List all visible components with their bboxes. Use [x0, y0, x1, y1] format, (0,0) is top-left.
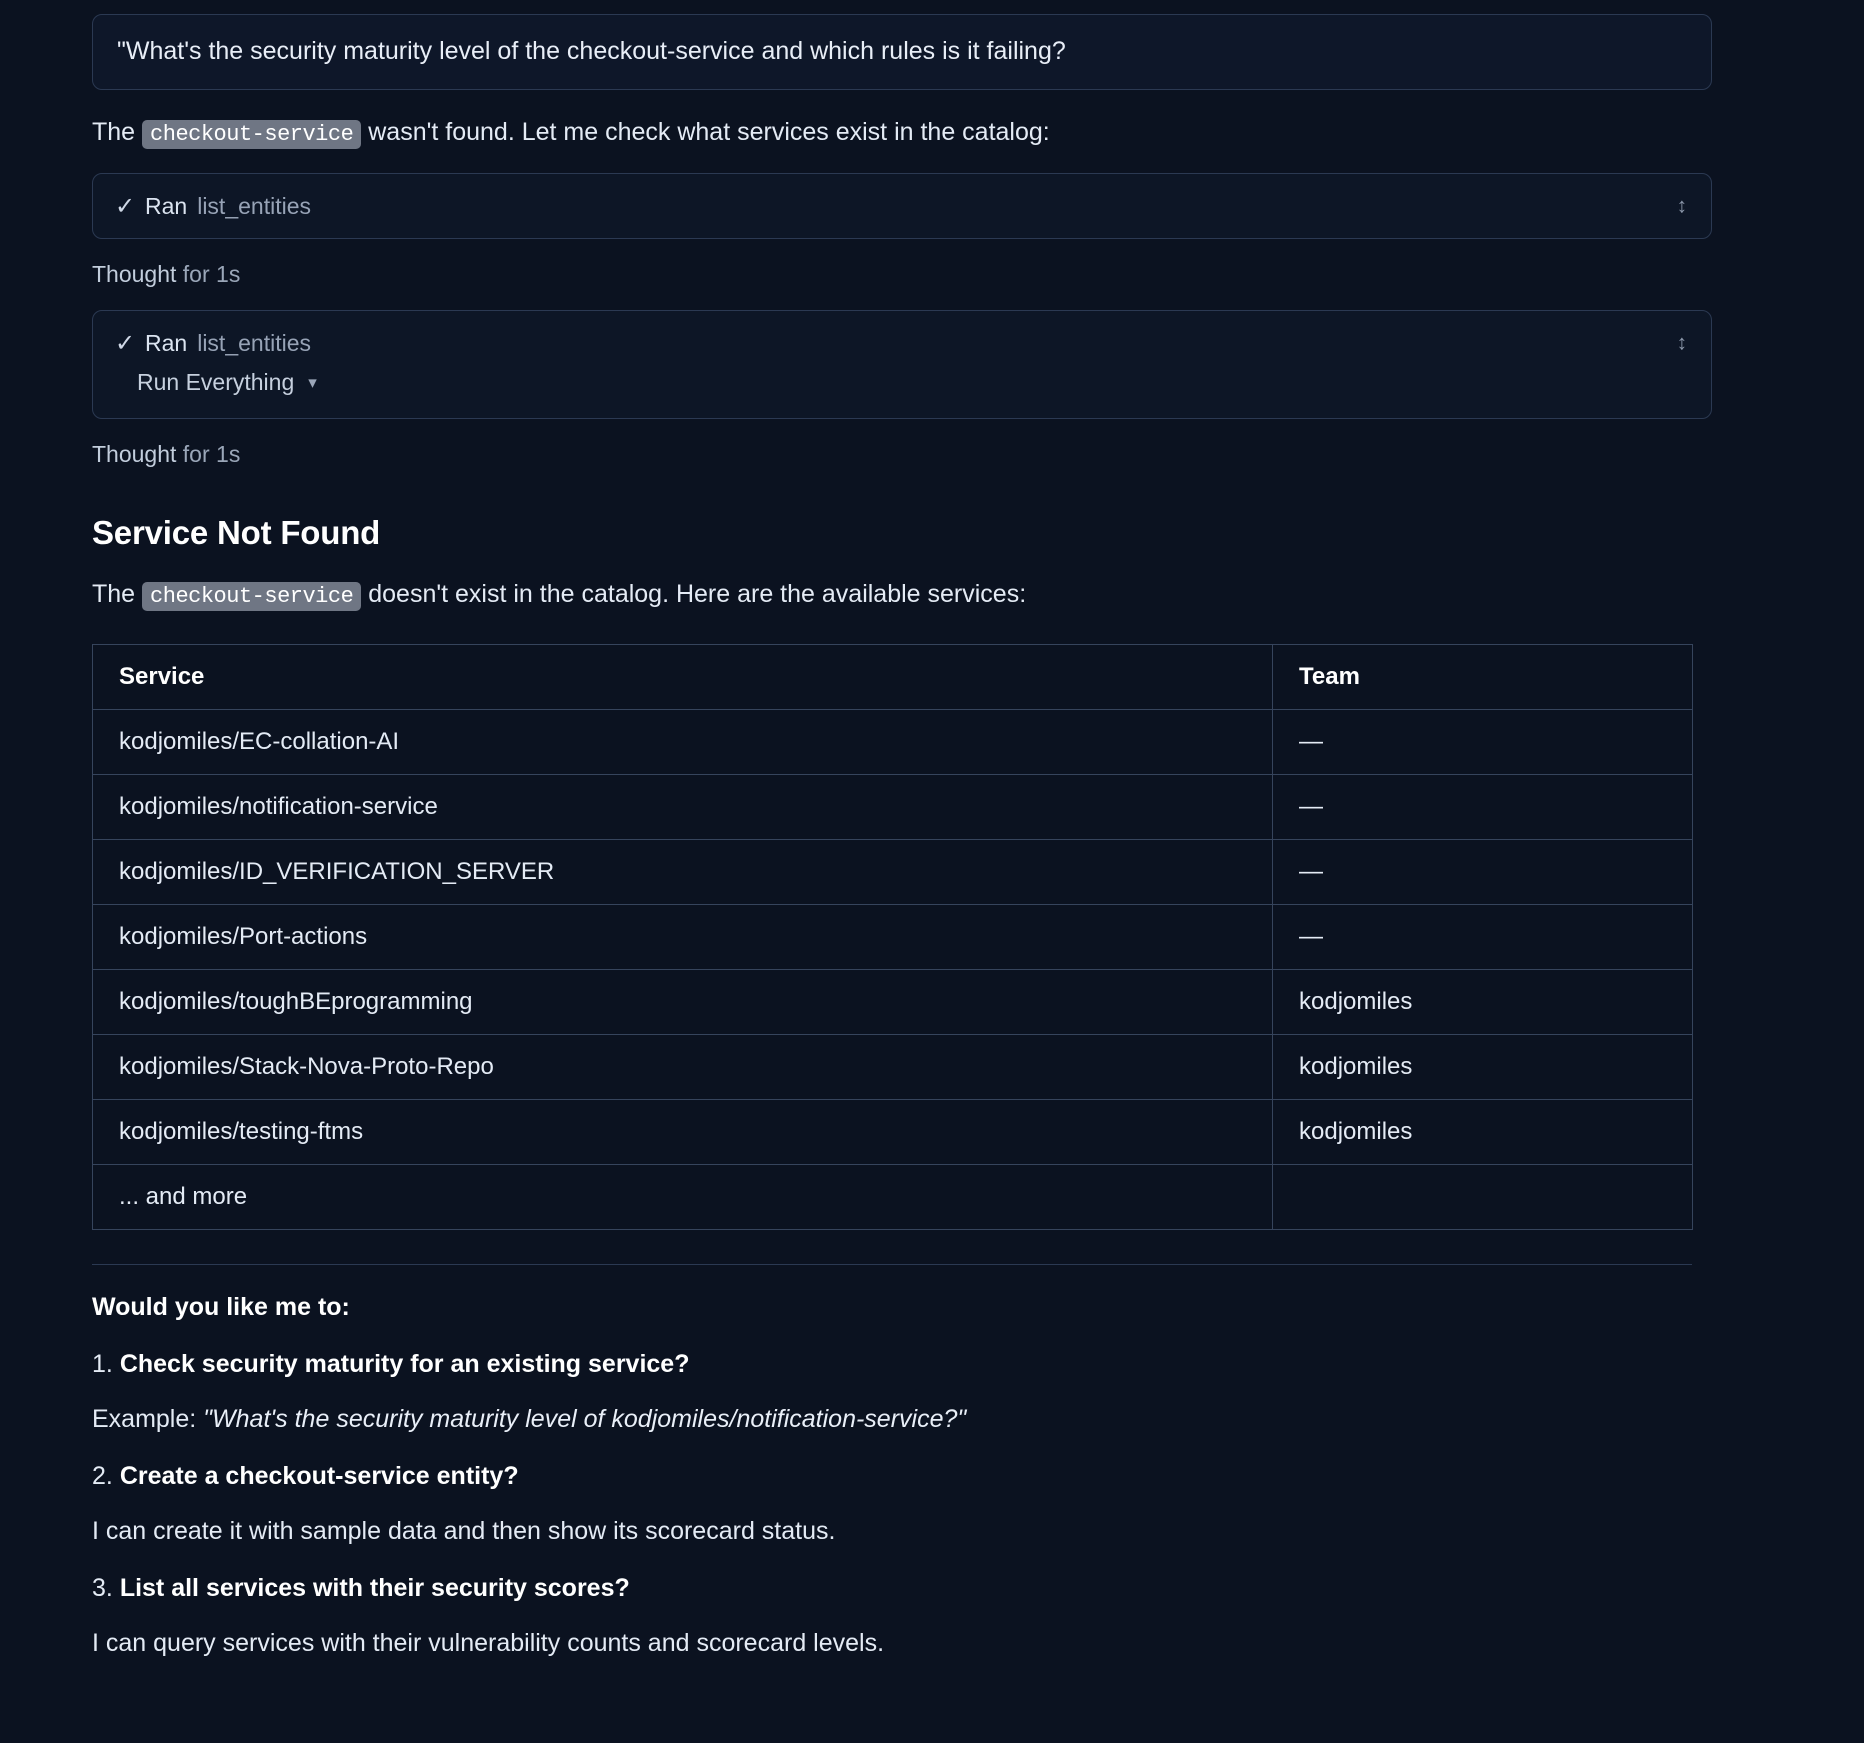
tool-call-header-2[interactable]: [115, 311, 1689, 375]
section-description: [92, 576, 1712, 614]
user-quote-text: "What's the security maturity level of the checkout-service and which rules is it failing?: [117, 37, 1066, 65]
chevron-updown-icon[interactable]: ↕: [1676, 331, 1687, 355]
divider: [92, 1264, 1692, 1265]
followup-item-2: [92, 1462, 1712, 1491]
services-table: [92, 644, 1693, 1230]
thought-label-1: Thought: [92, 261, 177, 288]
followup-number-1: 1.: [92, 1349, 113, 1378]
transcript-content: [92, 0, 1712, 1743]
tool-ran-label-1: Ran: [145, 192, 188, 219]
followup-item-3: [92, 1574, 1712, 1603]
check-icon: ✓: [115, 192, 136, 220]
column-header-team: Team: [1273, 644, 1693, 709]
cell-service: kodjomiles/notification-service: [93, 774, 1273, 839]
cell-service: kodjomiles/toughBEprogramming: [93, 969, 1273, 1034]
thought-status-2: [92, 441, 1712, 468]
chevron-down-icon[interactable]: ▾: [308, 372, 317, 392]
tool-name-2: list_entities: [197, 329, 311, 356]
followup-detail-3: I can query services with their vulnerability counts and scorecard levels.: [92, 1628, 885, 1657]
check-icon: ✓: [115, 329, 136, 357]
tool-call-card-1[interactable]: [92, 173, 1712, 239]
cell-team: —: [1273, 774, 1693, 839]
cell-service: kodjomiles/ID_VERIFICATION_SERVER: [93, 839, 1273, 904]
chevron-updown-icon[interactable]: ↕: [1676, 194, 1687, 218]
intro-paragraph: [92, 114, 1712, 152]
example-label: Example:: [92, 1404, 197, 1433]
section-title: Service Not Found: [92, 514, 381, 552]
inline-code-checkout-service: checkout-service: [142, 120, 361, 149]
tool-call-header-1[interactable]: [115, 174, 1689, 238]
cell-service: kodjomiles/EC-collation-AI: [93, 709, 1273, 774]
cell-team: —: [1273, 904, 1693, 969]
run-everything-label: Run Everything: [137, 369, 295, 396]
followup-number-3: 3.: [92, 1573, 113, 1602]
followup-detail-2: I can create it with sample data and then show its scorecard status.: [92, 1516, 836, 1545]
example-text: "What's the security maturity level of kodjomiles/notification-service?": [203, 1404, 967, 1433]
table-row: [93, 969, 1693, 1034]
cell-service-more: ... and more: [93, 1164, 1273, 1229]
bottom-spacer: [92, 1683, 1712, 1743]
cell-team: kodjomiles: [1273, 1034, 1693, 1099]
tool-name-1: list_entities: [197, 192, 311, 219]
thought-label-2: Thought: [92, 441, 177, 468]
table-header-row: [93, 644, 1693, 709]
followup-number-2: 2.: [92, 1461, 113, 1490]
cell-service: kodjomiles/Port-actions: [93, 904, 1273, 969]
section-desc-before: The: [92, 580, 136, 609]
cell-team: [1273, 1164, 1693, 1229]
followup-title-1: Check security maturity for an existing service?: [119, 1349, 690, 1378]
table-row: [93, 1099, 1693, 1164]
cell-service: kodjomiles/testing-ftms: [93, 1099, 1273, 1164]
intro-text-after: wasn't found. Let me check what services exist in the catalog:: [368, 117, 1050, 146]
followup-title-2: Create a checkout-service entity?: [119, 1461, 519, 1490]
tool-call-card-2[interactable]: [92, 310, 1712, 419]
thought-duration-1: for 1s: [182, 261, 241, 288]
cell-team: kodjomiles: [1273, 1099, 1693, 1164]
followup-title-3: List all services with their security scores?: [119, 1573, 630, 1602]
table-row: [93, 1164, 1693, 1229]
thought-status-1: [92, 261, 1712, 288]
section-desc-after: doesn't exist in the catalog. Here are the available services:: [368, 580, 1027, 609]
table-row: [93, 1034, 1693, 1099]
cell-team: —: [1273, 839, 1693, 904]
followup-item-1: [92, 1350, 1712, 1379]
followup-detail-1: [92, 1405, 1712, 1434]
user-quote-block: [92, 14, 1712, 90]
intro-text-before: The: [92, 117, 136, 146]
cell-team: kodjomiles: [1273, 969, 1693, 1034]
cell-team: —: [1273, 709, 1693, 774]
table-row: [93, 839, 1693, 904]
table-row: [93, 904, 1693, 969]
followup-lead: Would you like me to:: [92, 1292, 350, 1321]
thought-duration-2: for 1s: [182, 441, 241, 468]
cell-service: kodjomiles/Stack-Nova-Proto-Repo: [93, 1034, 1273, 1099]
table-row: [93, 774, 1693, 839]
tool-ran-label-2: Ran: [145, 329, 188, 356]
run-everything-button[interactable]: [115, 369, 1689, 418]
table-row: [93, 709, 1693, 774]
inline-code-checkout-service: checkout-service: [142, 582, 361, 611]
column-header-service: Service: [93, 644, 1273, 709]
